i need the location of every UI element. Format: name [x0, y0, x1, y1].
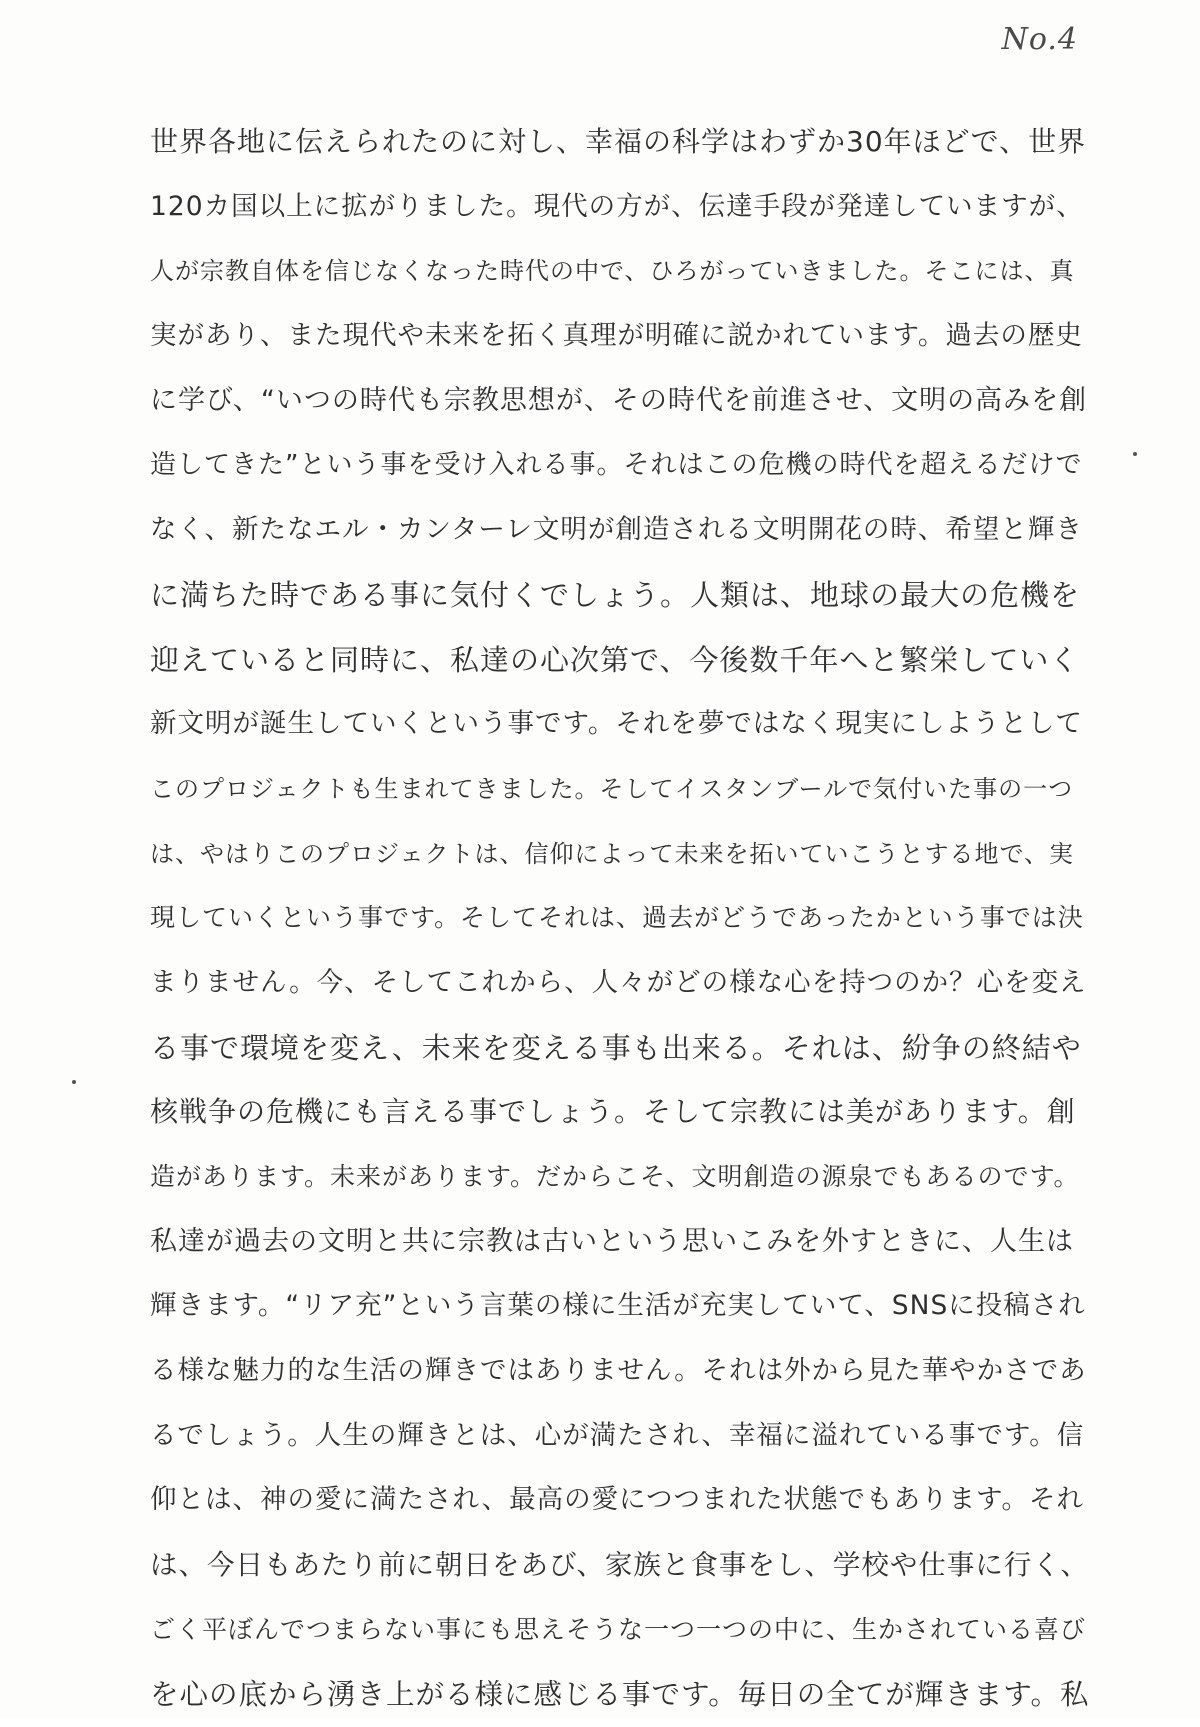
manuscript-line: 造してきた”という事を受け入れる事。それはこの危機の時代を超えるだけで: [150, 433, 1090, 498]
manuscript-line: このプロジェクトも生まれてきました。そしてイスタンブールで気付いた事の一つ: [150, 757, 1090, 822]
manuscript-line: 輝きます。“リア充”という言葉の様に生活が充実していて、SNSに投稿され: [150, 1274, 1090, 1339]
manuscript-line: に学び、“いつの時代も宗教思想が、その時代を前進させ、文明の高みを創: [150, 369, 1090, 434]
manuscript-line: 世界各地に伝えられたのに対し、幸福の科学はわずか30年ほどで、世界: [150, 110, 1090, 175]
manuscript-line: 仰とは、神の愛に満たされ、最高の愛につつまれた状態でもあります。それ: [150, 1468, 1090, 1533]
manuscript-line: る様な魅力的な生活の輝きではありません。それは外から見た華やかさであ: [150, 1339, 1090, 1404]
paper-speck: [72, 1080, 76, 1084]
manuscript-line: 造があります。未来があります。だからこそ、文明創造の源泉でもあるのです。: [150, 1145, 1090, 1210]
manuscript-line: る事で環境を変え、未来を変える事も出来る。それは、紛争の終結や: [150, 1016, 1090, 1081]
paper-speck: [1133, 452, 1137, 456]
manuscript-line: 現していくという事です。そしてそれは、過去がどうであったかという事では決: [150, 886, 1090, 951]
manuscript-line: 120カ国以上に拡がりました。現代の方が、伝達手段が発達していますが、: [150, 175, 1090, 240]
manuscript-line: 実があり、また現代や未来を拓く真理が明確に説かれています。過去の歴史: [150, 304, 1090, 369]
manuscript-line: ごく平ぼんでつまらない事にも思えそうな一つ一つの中に、生かされている喜び: [150, 1598, 1090, 1663]
manuscript-line: まりません。今、そしてこれから、人々がどの様な心を持つのか？心を変え: [150, 951, 1090, 1016]
manuscript-line: 核戦争の危機にも言える事でしょう。そして宗教には美があります。創: [150, 1080, 1090, 1145]
manuscript-line: 私達が過去の文明と共に宗教は古いという思いこみを外すときに、人生は: [150, 1210, 1090, 1275]
manuscript-line: なく、新たなエル・カンターレ文明が創造される文明開花の時、希望と輝き: [150, 498, 1090, 563]
manuscript-line: 人が宗教自体を信じなくなった時代の中で、ひろがっていきました。そこには、真: [150, 239, 1090, 304]
manuscript-line: 迎えていると同時に、私達の心次第で、今後数千年へと繁栄していく: [150, 628, 1090, 693]
manuscript-line: るでしょう。人生の輝きとは、心が満たされ、幸福に溢れている事です。信: [150, 1404, 1090, 1469]
page-number: No.4: [1002, 22, 1078, 57]
manuscript-line: は、やはりこのプロジェクトは、信仰によって未来を拓いていこうとする地で、実: [150, 822, 1090, 887]
manuscript-line: に満ちた時である事に気付くでしょう。人類は、地球の最大の危機を: [150, 563, 1090, 628]
handwritten-text-body: [150, 110, 1090, 1727]
manuscript-line: 新文明が誕生していくという事です。それを夢ではなく現実にしようとして: [150, 692, 1090, 757]
manuscript-line: は、今日もあたり前に朝日をあび、家族と食事をし、学校や仕事に行く、: [150, 1533, 1090, 1598]
manuscript-line: を心の底から湧き上がる様に感じる事です。毎日の全てが輝きます。私: [150, 1663, 1090, 1727]
